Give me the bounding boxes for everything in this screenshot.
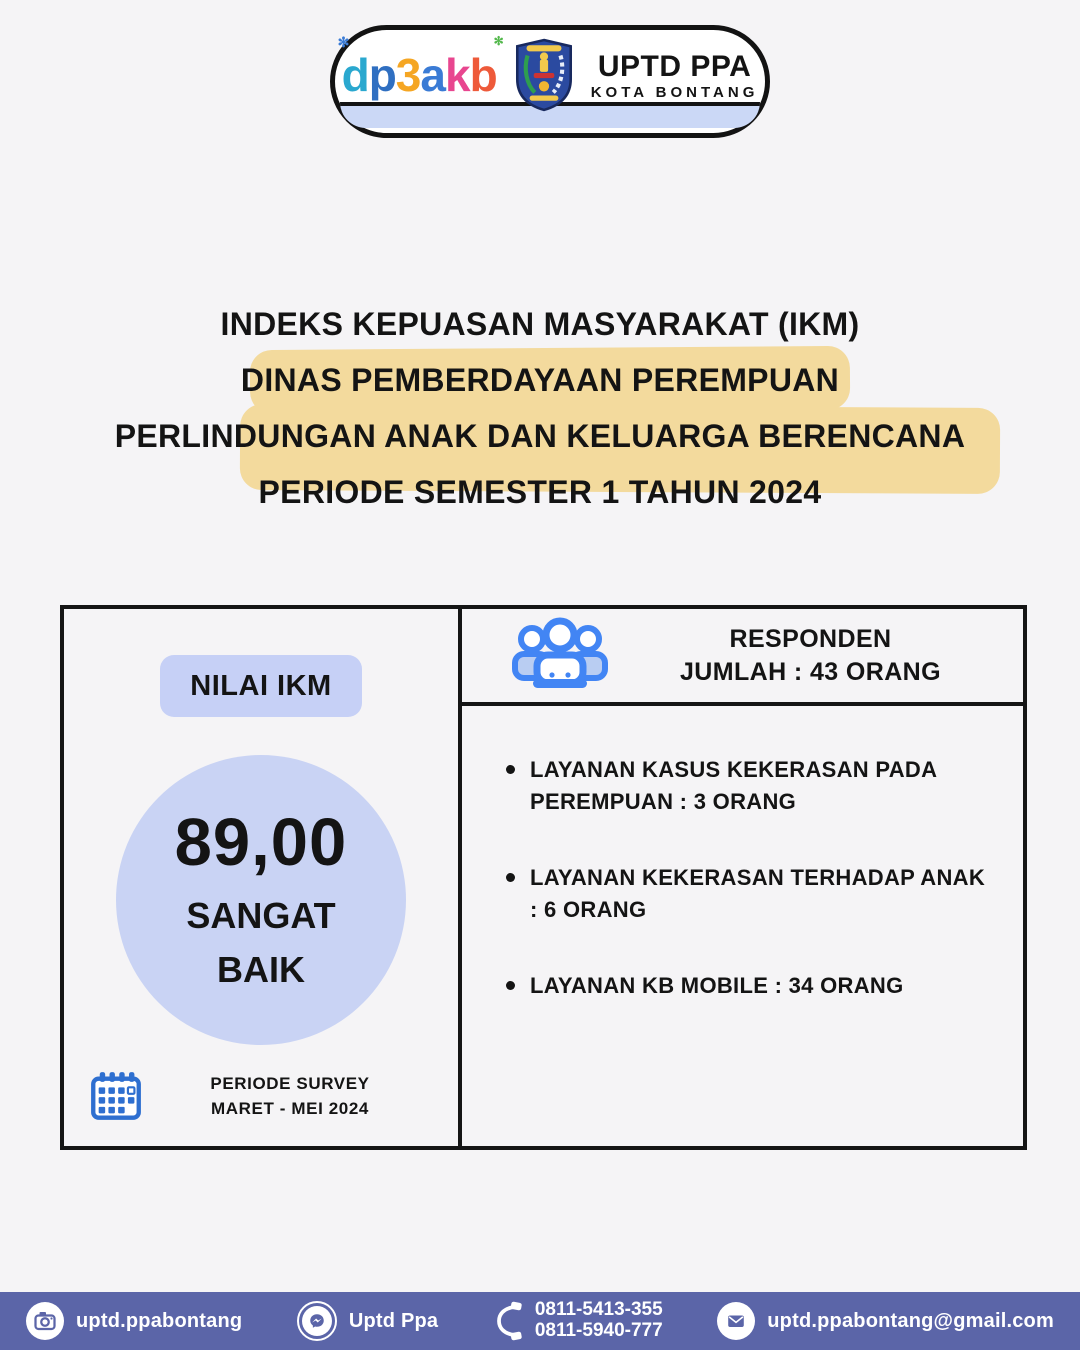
nilai-ikm-panel bbox=[64, 609, 462, 1146]
score-rating: SANGAT BAIK bbox=[186, 894, 336, 990]
title-line-3: PERLINDUNGAN ANAK DAN KELUARGA BERENCANA bbox=[0, 408, 1080, 464]
org-name-block bbox=[591, 49, 759, 101]
poster-title bbox=[0, 296, 1080, 520]
camera-icon bbox=[33, 1309, 57, 1333]
messenger-icon bbox=[308, 1312, 326, 1330]
phone-numbers: 0811-5413-355 0811-5940-777 bbox=[534, 1299, 663, 1341]
nilai-ikm-badge: NILAI IKM bbox=[160, 655, 362, 717]
messenger-handle: Uptd Ppa bbox=[348, 1309, 439, 1332]
score-value: 89,00 bbox=[174, 804, 348, 880]
bullet-dot-icon bbox=[506, 765, 515, 774]
org-name: UPTD PPA bbox=[597, 49, 752, 83]
score-circle bbox=[116, 755, 406, 1045]
instagram-contact bbox=[26, 1302, 242, 1340]
bullet-dot-icon bbox=[506, 873, 515, 882]
list-item: LAYANAN KASUS KEKERASAN PADA PEREMPUAN : 3 ORANG bbox=[506, 754, 997, 818]
logo-letter: d bbox=[341, 49, 369, 101]
responden-header bbox=[462, 609, 1023, 706]
messenger-contact bbox=[297, 1301, 438, 1341]
responden-panel bbox=[462, 609, 1023, 1146]
title-line-2: DINAS PEMBERDAYAAN PEREMPUAN bbox=[0, 352, 1080, 408]
survey-period-row bbox=[64, 1070, 458, 1146]
title-line-1: INDEKS KEPUASAN MASYARAKAT (IKM) bbox=[220, 306, 860, 342]
list-item: LAYANAN KEKERASAN TERHADAP ANAK : 6 ORANG bbox=[506, 862, 997, 926]
logo-letter: a bbox=[420, 49, 445, 101]
list-item: LAYANAN KB MOBILE : 34 ORANG bbox=[506, 970, 997, 1002]
logo-letter: 3 bbox=[395, 49, 421, 101]
ikm-summary-card bbox=[60, 605, 1027, 1150]
bullet-dot-icon bbox=[506, 981, 515, 990]
kota-bontang-crest-icon bbox=[513, 38, 575, 112]
logo-decoration-icon: ✻ bbox=[493, 34, 503, 48]
instagram-handle: uptd.ppabontang bbox=[76, 1309, 243, 1332]
responden-count: JUMLAH : 43 ORANG bbox=[680, 657, 941, 686]
responden-title: RESPONDEN bbox=[729, 625, 892, 653]
title-line-4: PERIODE SEMESTER 1 TAHUN 2024 bbox=[258, 474, 822, 510]
logo-letter: b bbox=[469, 49, 497, 101]
respondent-list bbox=[462, 706, 1023, 1045]
calendar-icon bbox=[90, 1070, 142, 1122]
people-group-icon bbox=[510, 617, 610, 689]
contact-footer bbox=[0, 1292, 1080, 1350]
org-subtitle: KOTA BONTANG bbox=[590, 84, 759, 102]
email-icon bbox=[725, 1310, 747, 1332]
logo-letter: k bbox=[444, 49, 470, 101]
survey-period-text: PERIODE SURVEY MARET - MEI 2024 bbox=[210, 1073, 370, 1118]
logo-letter: p bbox=[368, 49, 396, 101]
email-address: uptd.ppabontang@gmail.com bbox=[767, 1309, 1054, 1332]
header-logo-pill bbox=[330, 25, 770, 138]
dp3akb-logo bbox=[337, 34, 503, 102]
logo-decoration-icon: ✻ bbox=[337, 34, 349, 50]
phone-icon bbox=[493, 1301, 523, 1341]
email-contact bbox=[717, 1302, 1054, 1340]
phone-contact bbox=[493, 1300, 663, 1342]
